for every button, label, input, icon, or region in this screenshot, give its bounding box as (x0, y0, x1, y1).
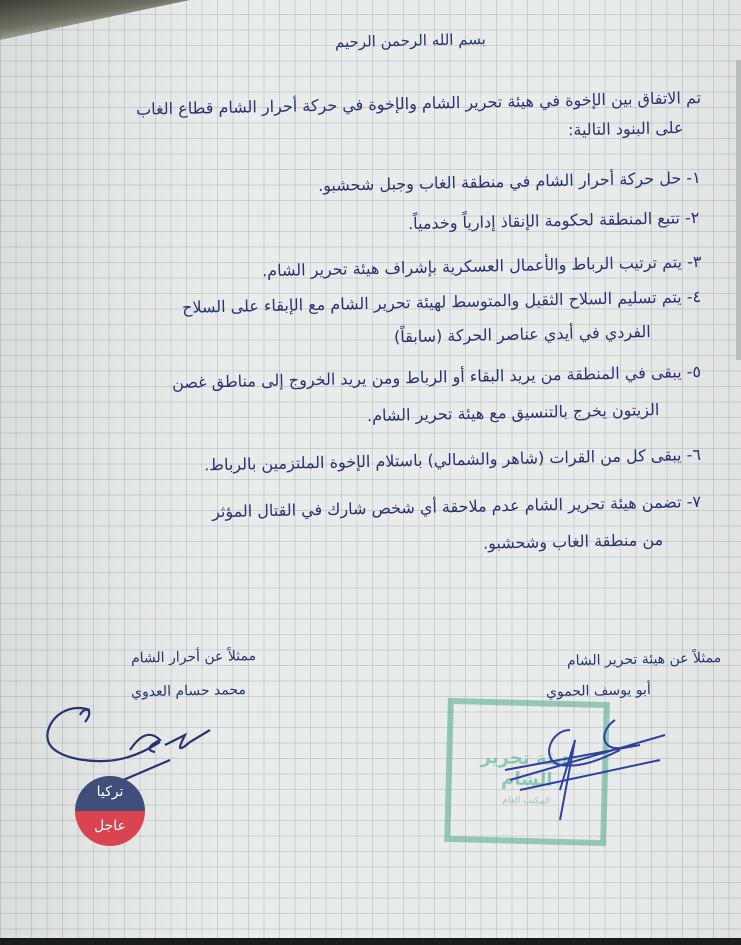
item-3: ٣- يتم ترتيب الرباط والأعمال العسكرية بإشراف هيئة تحرير الشام. (261, 252, 702, 281)
signatory-left-label: ممثلاً عن أحرار الشام (130, 648, 257, 667)
watermark-line-2: عاجل (94, 818, 126, 834)
intro-line-1: تم الاتفاق بين الإخوة في هيئة تحرير الشام والإخوة في حركة أحرار الشام قطاع الغاب (135, 88, 702, 119)
item-6: ٦- يبقى كل من القرات (شاهر والشمالي) باستلام الإخوة الملتزمين بالرباط. (203, 445, 702, 475)
item-5-cont: الزيتون يخرج بالتنسيق مع هيئة تحرير الشام. (366, 400, 660, 426)
watermark-line-1: تركيا (96, 784, 124, 800)
item-4: ٤- يتم تسليم السلاح الثقيل والمتوسط لهيئة تحرير الشام مع الإبقاء على السلاح (181, 287, 702, 317)
item-1: ١- حل حركة أحرار الشام في منطقة الغاب وجبل شحشبو. (318, 168, 702, 196)
item-5: ٥- يبقى في المنطقة من يريد البقاء أو الرباط ومن يريد الخروج إلى مناطق غصن (171, 362, 702, 393)
bottom-border (0, 938, 741, 945)
item-4-cont: الفردي في أيدي عناصر الحركة (سابقاً) (394, 322, 652, 347)
intro-line-2: على البنود التالية: (567, 118, 684, 140)
basmala: بسم الله الرحمن الرحيم (335, 30, 487, 52)
watermark-badge (75, 776, 145, 846)
signatory-right-name: أبو يوسف الحموي (546, 682, 652, 701)
stamp-subtext: المكتب العام (502, 795, 551, 807)
item-7-cont: من منطقة الغاب وشحشبو. (482, 530, 664, 553)
signatory-left-name: محمد حسام العدوي (130, 682, 247, 701)
item-7: ٧- تضمن هيئة تحرير الشام عدم ملاحقة أي شخص شارك في القتال المؤثر (211, 492, 702, 522)
stamp-text: هيئة تحرير الشام (480, 746, 575, 791)
signature-right (505, 720, 665, 820)
item-2: ٢- تتبع المنطقة لحكومة الإنقاذ إدارياً وخدمياً. (407, 208, 700, 234)
signatory-right-label: ممثلاً عن هيئة تحرير الشام (566, 650, 722, 670)
